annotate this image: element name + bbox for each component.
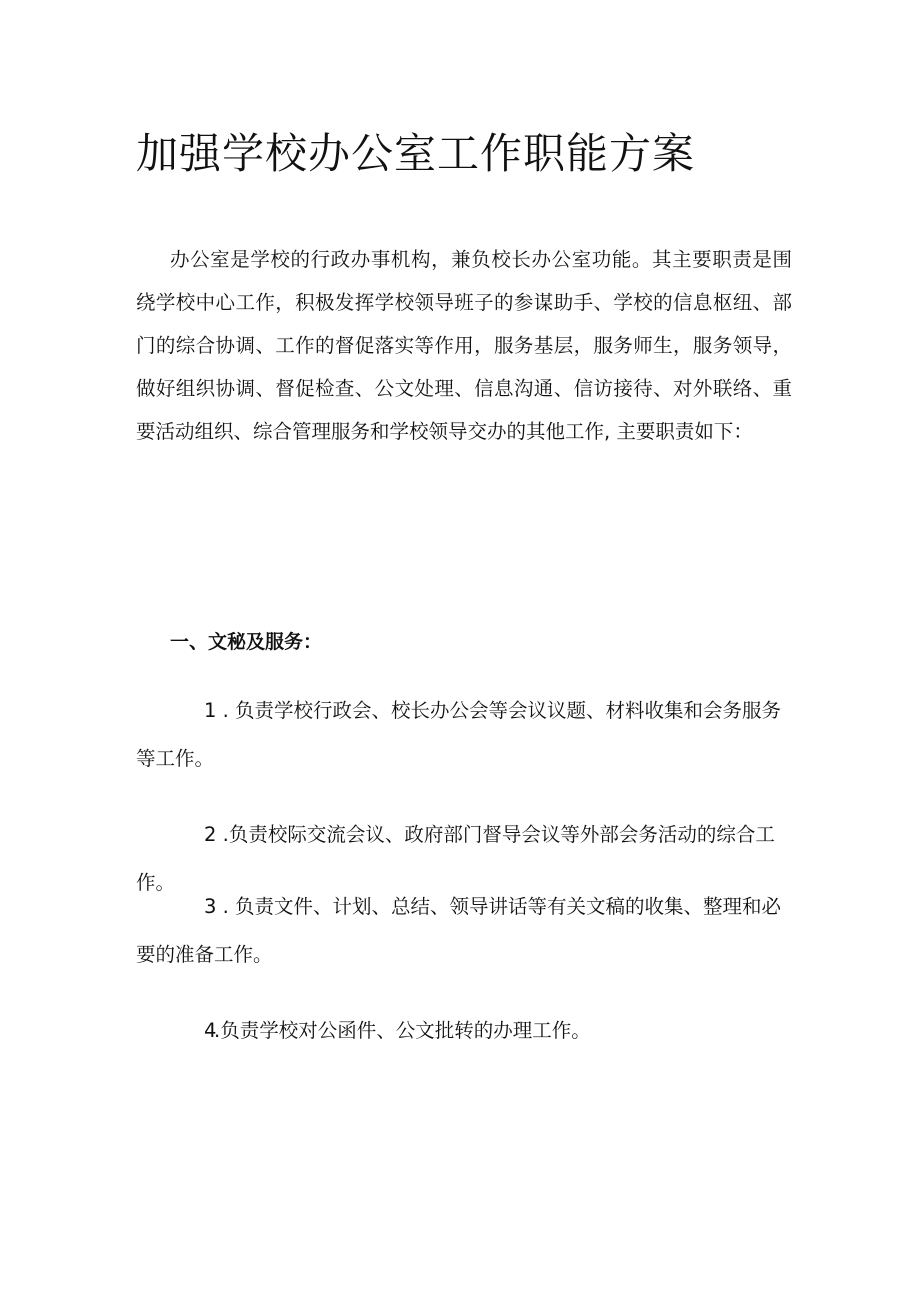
list-item-number: 1	[204, 699, 217, 722]
list-item-text: .负责学校对公函件、公文批转的办理工作。	[214, 1019, 591, 1042]
list-item-number: 4	[204, 1019, 217, 1042]
list-item-text: .负责校际交流会议、政府部门督导会议等外部会务活动的综合工作。	[136, 823, 775, 894]
list-item	[136, 1007, 792, 1055]
list-item-number: 3	[204, 895, 217, 918]
list-item-text: . 负责学校行政会、校长办公会等会议议题、材料收集和会务服务等工作。	[136, 699, 782, 770]
list-item-text: . 负责文件、计划、总结、领导讲话等有关文稿的收集、整理和必要的准备工作。	[136, 895, 782, 966]
document-title: 加强学校办公室工作职能方案	[136, 129, 696, 178]
list-item	[136, 687, 792, 783]
section-heading-secretarial: 一、文秘及服务：	[170, 631, 323, 653]
intro-paragraph: 办公室是学校的行政办事机构，兼负校长办公室功能。其主要职责是围绕学校中心工作，积极发挥学校领导班子的参谋助手、学校的信息枢纽、部门的综合协调、工作的督促落实等作用，服务基层，服务师生，服务领导，做好组织协调、督促检查、公文处理、信息沟通、信访接待、对外联络、重要活动组织、综合管理服务和学校领导交办的其他工作, 主要职责如下：	[136, 248, 792, 443]
list-item	[136, 883, 792, 979]
list-item-number: 2	[204, 823, 217, 846]
